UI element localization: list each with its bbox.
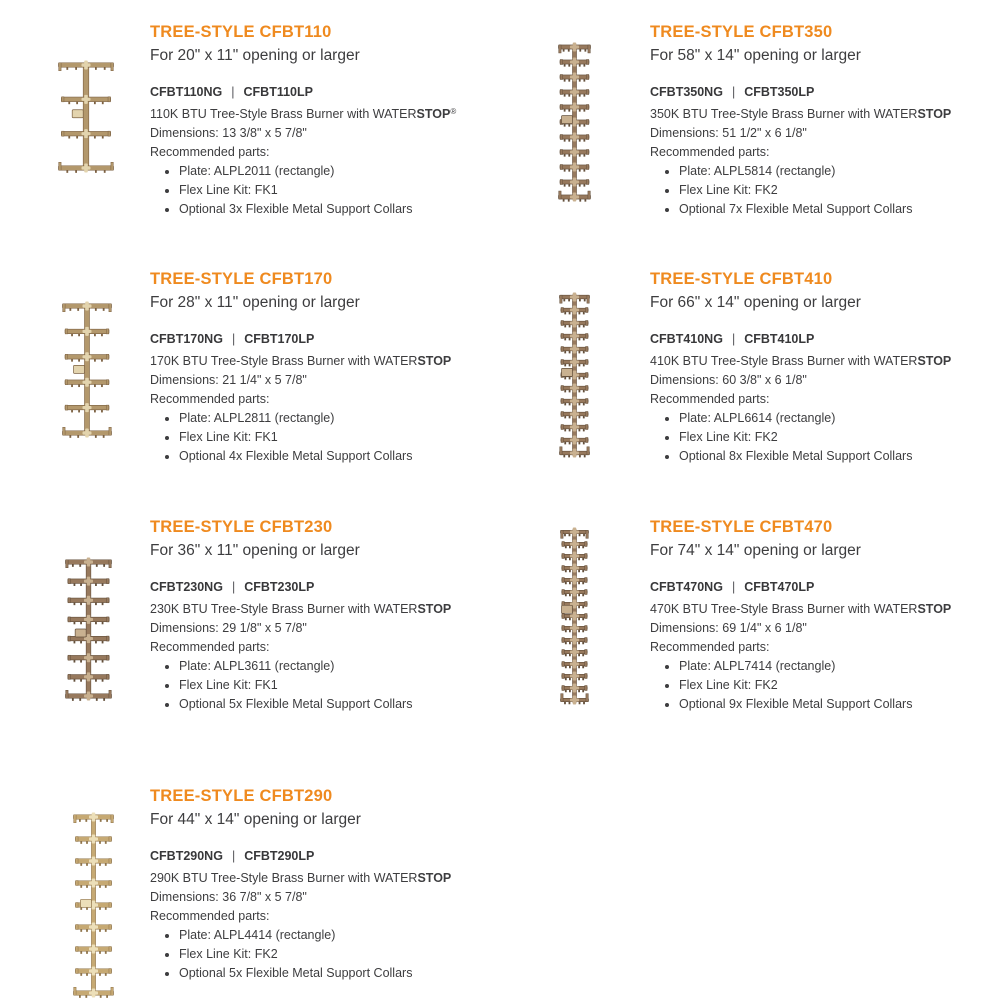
model-separator: | <box>731 85 736 99</box>
product-heading: TREE-STYLE CFBT350 <box>650 23 833 41</box>
opening-size-text: For 44" x 14" opening or larger <box>150 811 361 828</box>
model-ng: CFBT170NG <box>150 332 223 346</box>
waterstop-brand: STOP <box>417 871 452 885</box>
model-separator: | <box>231 85 235 99</box>
waterstop-brand: STOP <box>917 354 952 368</box>
product-info <box>150 517 490 714</box>
product-description: 350K BTU Tree-Style Brass Burner with WATERSTOP <box>650 107 952 121</box>
recommended-parts-list <box>650 162 990 219</box>
model-ng: CFBT410NG <box>650 332 723 346</box>
waterstop-brand: STOP <box>416 107 451 121</box>
recommended-part-item: • Flex Line Kit: FK2 <box>179 945 490 964</box>
product-info <box>150 22 490 219</box>
model-lp: CFBT470LP <box>744 580 815 594</box>
model-lp: CFBT170LP <box>244 332 315 346</box>
recommended-part-item: • Plate: ALPL2011 (rectangle) <box>179 162 490 181</box>
product-info <box>150 269 490 466</box>
model-ng: CFBT290NG <box>150 849 223 863</box>
product-info <box>150 786 490 983</box>
recommended-part-item: • Optional 9x Flexible Metal Support Collars <box>679 695 990 714</box>
recommended-parts-list <box>650 409 990 466</box>
tree-style-burner-cfbt110-illustration <box>58 60 114 173</box>
opening-size-text: For 20" x 11" opening or larger <box>150 47 360 64</box>
dimensions-text: Dimensions: 21 1/4" x 5 7/8" <box>150 373 307 387</box>
dimensions-text: Dimensions: 69 1/4" x 6 1/8" <box>650 621 807 635</box>
model-numbers <box>150 83 490 102</box>
product-description: 170K BTU Tree-Style Brass Burner with WATERSTOP <box>150 354 452 368</box>
recommended-part-item: • Plate: ALPL2811 (rectangle) <box>179 409 490 428</box>
recommended-part-item: • Optional 3x Flexible Metal Support Collars <box>179 200 490 219</box>
recommended-parts-label: Recommended parts: <box>150 909 270 923</box>
model-numbers <box>650 330 990 349</box>
product-info <box>650 517 990 714</box>
recommended-parts-list <box>150 657 490 714</box>
product-heading: TREE-STYLE CFBT290 <box>150 787 333 805</box>
model-separator: | <box>231 580 236 594</box>
product-description: 470K BTU Tree-Style Brass Burner with WATERSTOP <box>650 602 952 616</box>
dimensions-text: Dimensions: 29 1/8" x 5 7/8" <box>150 621 307 635</box>
model-lp: CFBT110LP <box>243 85 313 99</box>
model-ng: CFBT110NG <box>150 85 223 99</box>
model-separator: | <box>731 580 736 594</box>
product-heading: TREE-STYLE CFBT110 <box>150 23 332 41</box>
waterstop-brand: STOP <box>917 602 952 616</box>
dimensions-text: Dimensions: 36 7/8" x 5 7/8" <box>150 890 307 904</box>
product-description: 290K BTU Tree-Style Brass Burner with WATERSTOP <box>150 871 452 885</box>
opening-size-text: For 36" x 11" opening or larger <box>150 542 360 559</box>
product-heading: TREE-STYLE CFBT170 <box>150 270 333 288</box>
recommended-part-item: • Optional 8x Flexible Metal Support Collars <box>679 447 990 466</box>
recommended-part-item: • Optional 4x Flexible Metal Support Collars <box>179 447 490 466</box>
recommended-part-item: • Plate: ALPL6614 (rectangle) <box>679 409 990 428</box>
model-lp: CFBT410LP <box>744 332 815 346</box>
model-separator: | <box>731 332 736 346</box>
product-heading: TREE-STYLE CFBT230 <box>150 518 333 536</box>
tree-style-burner-cfbt230-illustration <box>65 557 112 701</box>
recommended-part-item: • Plate: ALPL7414 (rectangle) <box>679 657 990 676</box>
model-numbers <box>650 83 990 102</box>
recommended-parts-label: Recommended parts: <box>650 640 770 654</box>
recommended-part-item: • Optional 7x Flexible Metal Support Collars <box>679 200 990 219</box>
recommended-part-item: • Flex Line Kit: FK2 <box>679 181 990 200</box>
recommended-parts-list <box>150 162 490 219</box>
product-heading: TREE-STYLE CFBT470 <box>650 518 833 536</box>
recommended-part-item: • Flex Line Kit: FK1 <box>179 428 490 447</box>
opening-size-text: For 58" x 14" opening or larger <box>650 47 861 64</box>
model-ng: CFBT350NG <box>650 85 723 99</box>
recommended-parts-label: Recommended parts: <box>650 145 770 159</box>
opening-size-text: For 28" x 11" opening or larger <box>150 294 360 311</box>
recommended-part-item: • Flex Line Kit: FK1 <box>179 676 490 695</box>
tree-style-burner-cfbt410-illustration <box>559 292 590 458</box>
dimensions-text: Dimensions: 13 3/8" x 5 7/8" <box>150 126 307 140</box>
model-numbers <box>150 847 490 866</box>
recommended-part-item: • Flex Line Kit: FK2 <box>679 428 990 447</box>
product-description: 110K BTU Tree-Style Brass Burner with WATERSTOP® <box>150 107 457 121</box>
model-separator: | <box>231 849 236 863</box>
waterstop-brand: STOP <box>917 107 952 121</box>
dimensions-text: Dimensions: 60 3/8" x 6 1/8" <box>650 373 807 387</box>
recommended-parts-list <box>150 926 490 983</box>
model-separator: | <box>231 332 236 346</box>
recommended-part-item: • Plate: ALPL4414 (rectangle) <box>179 926 490 945</box>
opening-size-text: For 74" x 14" opening or larger <box>650 542 861 559</box>
recommended-parts-label: Recommended parts: <box>650 392 770 406</box>
product-description: 410K BTU Tree-Style Brass Burner with WATERSTOP <box>650 354 952 368</box>
waterstop-brand: STOP <box>417 354 452 368</box>
recommended-part-item: • Optional 5x Flexible Metal Support Collars <box>179 695 490 714</box>
tree-style-burner-cfbt470-illustration <box>560 527 589 705</box>
recommended-part-item: • Plate: ALPL5814 (rectangle) <box>679 162 990 181</box>
model-numbers <box>150 330 490 349</box>
recommended-part-item: • Flex Line Kit: FK2 <box>679 676 990 695</box>
recommended-parts-label: Recommended parts: <box>150 640 270 654</box>
model-numbers <box>150 578 490 597</box>
recommended-part-item: • Optional 5x Flexible Metal Support Collars <box>179 964 490 983</box>
registered-mark: ® <box>450 107 457 116</box>
product-description: 230K BTU Tree-Style Brass Burner with WATERSTOP <box>150 602 452 616</box>
tree-style-burner-cfbt350-illustration <box>558 42 591 202</box>
recommended-parts-list <box>650 657 990 714</box>
recommended-part-item: • Plate: ALPL3611 (rectangle) <box>179 657 490 676</box>
model-lp: CFBT230LP <box>244 580 315 594</box>
product-heading: TREE-STYLE CFBT410 <box>650 270 833 288</box>
recommended-parts-label: Recommended parts: <box>150 145 270 159</box>
model-ng: CFBT470NG <box>650 580 723 594</box>
waterstop-brand: STOP <box>417 602 452 616</box>
model-lp: CFBT350LP <box>744 85 815 99</box>
model-numbers <box>650 578 990 597</box>
model-ng: CFBT230NG <box>150 580 223 594</box>
model-lp: CFBT290LP <box>244 849 315 863</box>
tree-style-burner-cfbt170-illustration <box>62 301 112 438</box>
tree-style-burner-cfbt290-illustration <box>73 812 114 998</box>
product-info <box>650 22 990 219</box>
recommended-part-item: • Flex Line Kit: FK1 <box>179 181 490 200</box>
recommended-parts-label: Recommended parts: <box>150 392 270 406</box>
opening-size-text: For 66" x 14" opening or larger <box>650 294 861 311</box>
recommended-parts-list <box>150 409 490 466</box>
product-info <box>650 269 990 466</box>
dimensions-text: Dimensions: 51 1/2" x 6 1/8" <box>650 126 807 140</box>
